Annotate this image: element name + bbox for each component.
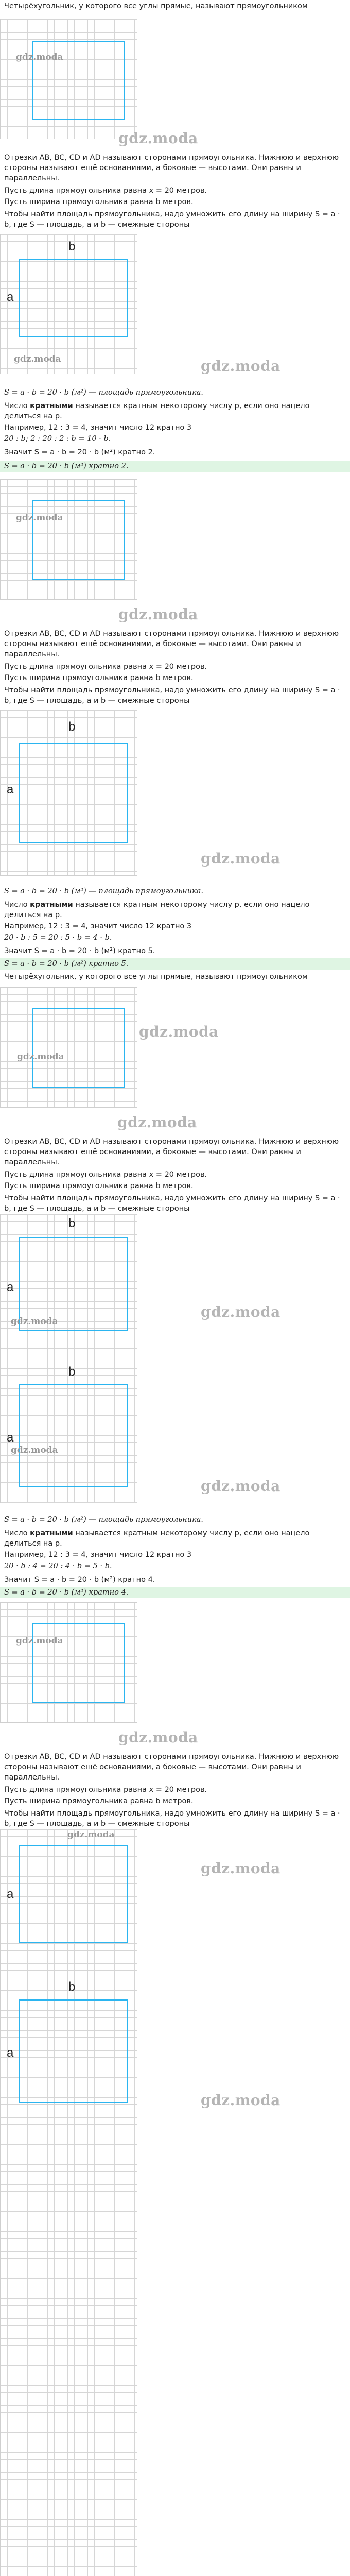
labeled-rectangle-figure — [0, 1829, 137, 2576]
area-rule-text: Чтобы найти площадь прямоугольника, надо умножить его длину на ширину S = a · b, где S — площадь, a и b — смежные стороны — [4, 686, 340, 705]
watermark-small: gdz.moda — [11, 1316, 58, 1327]
watermark: gdz.moda — [118, 606, 198, 623]
area-formula: S = a · b = 20 · b (м²) — площадь прямоугольника. — [4, 887, 203, 895]
watermark: gdz.moda — [118, 1729, 198, 1746]
side-a-label: a — [7, 783, 14, 796]
side-a-label: a — [7, 2046, 14, 2060]
watermark: gdz.moda — [201, 1303, 281, 1320]
multiple-definition: Число кратными называется кратным некоторому числу p, если оно нацело делиться на p. — [4, 402, 310, 420]
rectangle-figure — [0, 19, 137, 139]
watermark-small: gdz.moda — [16, 513, 63, 523]
rectangle-shape — [19, 743, 128, 843]
sides-text: Отрезки AB, BC, CD и AD называют сторонами прямоугольника. Нижнюю и верхнюю стороны называют ещё основаниями, а боковые — высотами. Они равны и параллельны. — [4, 154, 339, 182]
answer-highlight — [0, 461, 350, 472]
answer-highlight — [0, 958, 350, 970]
area-rule-text: Чтобы найти площадь прямоугольника, надо умножить его длину на ширину S = a · b, где S — площадь, a и b — смежные стороны — [4, 1809, 340, 1828]
width-text: Пусть ширина прямоугольника равна b метров. — [4, 1797, 194, 1805]
watermark-small: gdz.moda — [14, 354, 61, 364]
example-text: Например, 12 : 3 = 4, значит число 12 кратно 3 — [4, 423, 192, 432]
width-text: Пусть ширина прямоугольника равна b метров. — [4, 198, 194, 206]
length-text: Пусть длина прямоугольника равна x = 20 метров. — [4, 663, 207, 671]
sides-text: Отрезки AB, BC, CD и AD называют сторонами прямоугольника. Нижнюю и верхнюю стороны называют ещё основаниями, а боковые — высотами. Они равны и параллельны. — [4, 630, 339, 658]
watermark: gdz.moda — [201, 358, 281, 375]
side-b-label: b — [68, 240, 76, 253]
rectangle-figure — [0, 1602, 137, 1723]
watermark-small: gdz.moda — [17, 1052, 64, 1062]
conclusion: Значит S = a · b = 20 · b (м²) кратно 5. — [4, 947, 155, 955]
rectangle-figure — [0, 987, 137, 1108]
labeled-rectangle-figure — [0, 234, 137, 374]
intro-text: Четырёхугольник, у которого все углы прямые, называют прямоугольником — [4, 2, 308, 10]
example-text: Например, 12 : 3 = 4, значит число 12 кратно 3 — [4, 922, 192, 930]
length-text: Пусть длина прямоугольника равна x = 20 метров. — [4, 1171, 207, 1179]
side-a-label: a — [7, 1887, 14, 1901]
rectangle-shape — [19, 1999, 128, 2103]
conclusion: Значит S = a · b = 20 · b (м²) кратно 4. — [4, 1575, 155, 1584]
area-rule-text: Чтобы найти площадь прямоугольника, надо умножить его длину на ширину S = a · b, где S — площадь, a и b — смежные стороны — [4, 210, 340, 229]
multiple-definition: Число кратными называется кратным некоторому числу p, если оно нацело делиться на p. — [4, 901, 310, 919]
width-text: Пусть ширина прямоугольника равна b метров. — [4, 674, 194, 682]
watermark: gdz.moda — [201, 1860, 281, 1877]
sides-text: Отрезки AB, BC, CD и AD называют сторонами прямоугольника. Нижнюю и верхнюю стороны называют ещё основаниями, а боковые — высотами. Они равны и параллельны. — [4, 1138, 339, 1166]
side-a-label: a — [7, 1431, 14, 1445]
conclusion: Значит S = a · b = 20 · b (м²) кратно 2. — [4, 448, 155, 456]
watermark: gdz.moda — [201, 1478, 281, 1495]
watermark-small: gdz.moda — [16, 52, 63, 62]
watermark-small: gdz.moda — [67, 1829, 115, 1840]
labeled-rectangle-figure — [0, 1214, 137, 1503]
watermark: gdz.moda — [201, 850, 281, 867]
watermark: gdz.moda — [118, 130, 198, 147]
sides-text: Отрезки AB, BC, CD и AD называют сторонами прямоугольника. Нижнюю и верхнюю стороны называют ещё основаниями, а боковые — высотами. Они равны и параллельны. — [4, 1753, 339, 1782]
watermark: gdz.moda — [117, 1114, 197, 1131]
side-b-label: b — [68, 1980, 76, 1994]
side-a-label: a — [7, 290, 14, 304]
width-text: Пусть ширина прямоугольника равна b метров. — [4, 1182, 194, 1190]
length-text: Пусть длина прямоугольника равна x = 20 метров. — [4, 1786, 207, 1794]
watermark: gdz.moda — [139, 1023, 219, 1040]
side-b-label: b — [68, 1365, 76, 1379]
calculation: 20 · b : 4 = 20 : 4 · b = 5 · b. — [4, 1562, 112, 1570]
watermark-small: gdz.moda — [16, 1636, 63, 1646]
watermark-small: gdz.moda — [11, 1445, 58, 1455]
rectangle-shape — [19, 1384, 128, 1487]
area-formula: S = a · b = 20 · b (м²) — площадь прямоугольника. — [4, 388, 203, 397]
calculation: 20 : b; 2 : 20 : 2 : b = 10 · b. — [4, 435, 111, 443]
rectangle-figure — [0, 479, 137, 600]
watermark: gdz.moda — [201, 2092, 281, 2109]
answer-text: S = a · b = 20 · b (м²) кратно 4. — [4, 1588, 129, 1597]
labeled-rectangle-figure — [0, 710, 137, 876]
answer-text: S = a · b = 20 · b (м²) кратно 5. — [4, 960, 129, 968]
rectangle-shape — [32, 1008, 125, 1088]
multiple-definition: Число кратными называется кратным некоторому числу p, если оно нацело делиться на p. — [4, 1529, 310, 1548]
length-text: Пусть длина прямоугольника равна x = 20 метров. — [4, 187, 207, 195]
calculation: 20 · b : 5 = 20 : 5 · b = 4 · b. — [4, 934, 112, 942]
example-text: Например, 12 : 3 = 4, значит число 12 кратно 3 — [4, 1551, 192, 1559]
rectangle-shape — [19, 259, 128, 337]
area-formula: S = a · b = 20 · b (м²) — площадь прямоугольника. — [4, 1516, 203, 1524]
area-rule-text: Чтобы найти площадь прямоугольника, надо умножить его длину на ширину S = a · b, где S — площадь, a и b — смежные стороны — [4, 1194, 340, 1213]
side-b-label: b — [68, 720, 76, 734]
answer-highlight — [0, 1587, 350, 1598]
rectangle-shape — [19, 1845, 128, 1943]
side-a-label: a — [7, 1280, 14, 1294]
side-b-label: b — [68, 1216, 76, 1230]
answer-text: S = a · b = 20 · b (м²) кратно 2. — [4, 462, 129, 470]
intro-text: Четырёхугольник, у которого все углы прямые, называют прямоугольником — [4, 973, 308, 981]
